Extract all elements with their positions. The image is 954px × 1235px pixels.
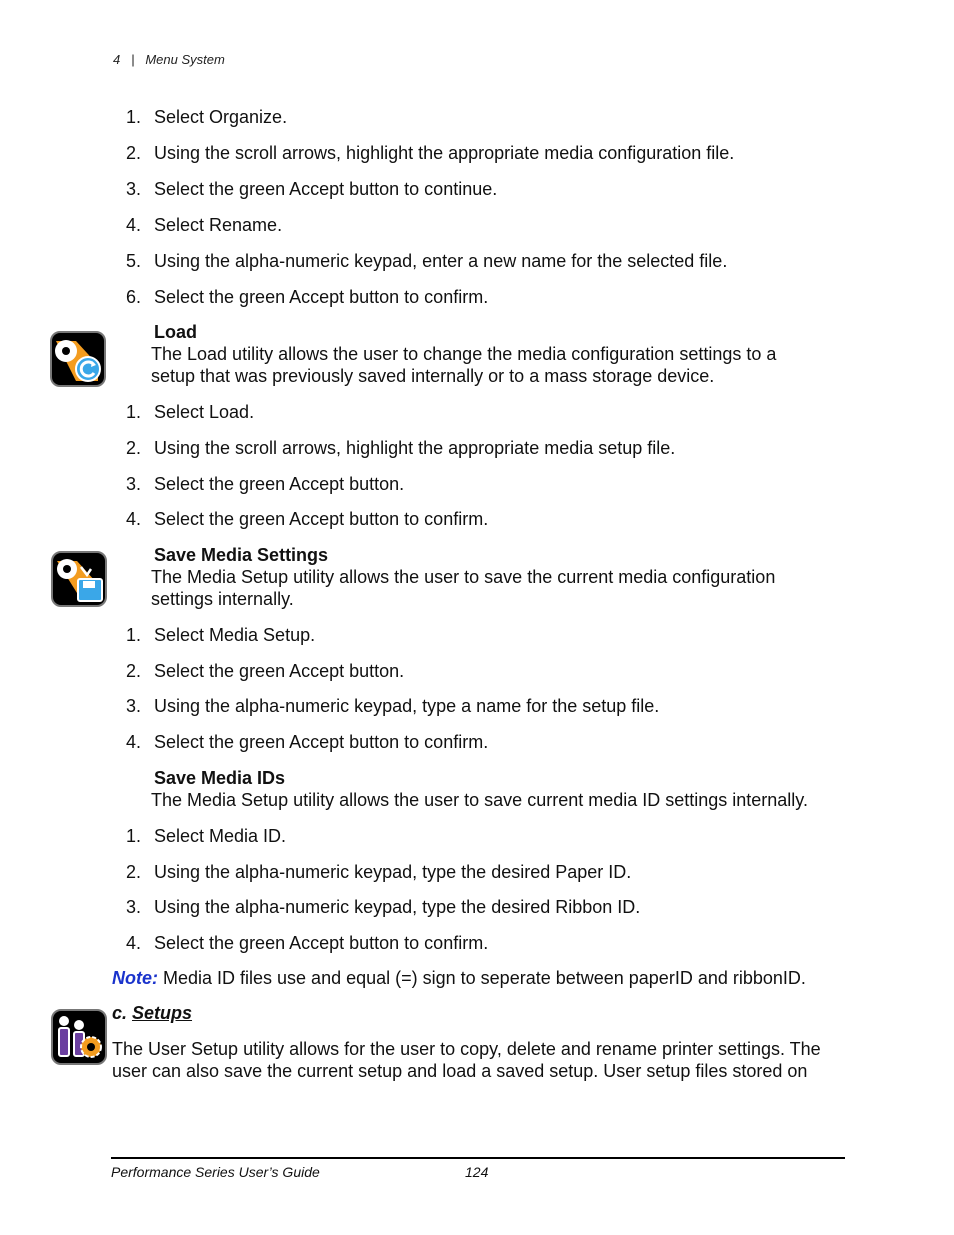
save-media-settings-heading: Save Media Settings	[154, 545, 329, 565]
list-item: 6. Select the green Accept button to confirm.	[126, 287, 489, 307]
chapter-title: Menu System	[145, 52, 225, 67]
header-separator: |	[131, 52, 135, 67]
list-item: 5. Using the alpha-numeric keypad, enter a new name for the selected file.	[126, 251, 728, 271]
note-label: Note:	[112, 968, 158, 988]
list-item: 2. Select the green Accept button.	[126, 661, 405, 681]
footer-rule	[111, 1157, 845, 1159]
list-item: 2. Using the alpha-numeric keypad, type the desired Paper ID.	[126, 862, 632, 882]
list-item: 3. Using the alpha-numeric keypad, type a name for the setup file.	[126, 696, 660, 716]
setups-title: Setups	[132, 1003, 193, 1023]
list-item: 4. Select the green Accept button to confirm.	[126, 933, 489, 953]
list-item: 3. Select the green Accept button.	[126, 474, 405, 494]
list-item: 2. Using the scroll arrows, highlight the appropriate media setup file.	[126, 438, 676, 458]
chapter-number: 4	[113, 52, 121, 67]
note	[112, 967, 806, 989]
save-media-ids-heading: Save Media IDs	[154, 768, 286, 788]
setups-heading	[112, 1003, 192, 1024]
list-item: 3. Using the alpha-numeric keypad, type the desired Ribbon ID.	[126, 897, 641, 917]
list-item: 4. Select the green Accept button to confirm.	[126, 509, 489, 529]
list-item: 4. Select the green Accept button to confirm.	[126, 732, 489, 752]
list-item: 1. Select Media ID.	[126, 826, 287, 846]
setups-prefix: c.	[112, 1003, 133, 1023]
list-item: 1. Select Organize.	[126, 107, 288, 127]
list-item: 1. Select Load.	[126, 402, 255, 422]
list-item: 2. Using the scroll arrows, highlight the appropriate media configuration file.	[126, 143, 735, 163]
note-text: Media ID files use and equal (=) sign to seperate between paperID and ribbonID.	[158, 968, 806, 988]
media-save-icon	[51, 551, 107, 607]
media-load-icon	[50, 331, 106, 387]
load-heading: Load	[154, 322, 197, 342]
page-header	[113, 52, 225, 67]
list-item: 1. Select Media Setup.	[126, 625, 316, 645]
save-media-ids-description: The Media Setup utility allows the user to save current media ID settings internally.	[151, 790, 808, 810]
user-setup-icon	[51, 1009, 107, 1065]
footer-title: Performance Series User’s Guide	[111, 1164, 320, 1180]
page-number: 124	[465, 1164, 489, 1180]
save-media-settings-description: The Media Setup utility allows the user to save the current media configuration settings internally.	[151, 567, 776, 609]
load-description: The Load utility allows the user to change the media configuration settings to a setup that was previously saved internally or to a mass storage device.	[151, 344, 777, 386]
list-item: 4. Select Rename.	[126, 215, 283, 235]
list-item: 3. Select the green Accept button to continue.	[126, 179, 498, 199]
setups-description: The User Setup utility allows for the user to copy, delete and rename printer settings. The user can also save the current setup and load a saved setup. User setup files stored on	[112, 1039, 821, 1081]
